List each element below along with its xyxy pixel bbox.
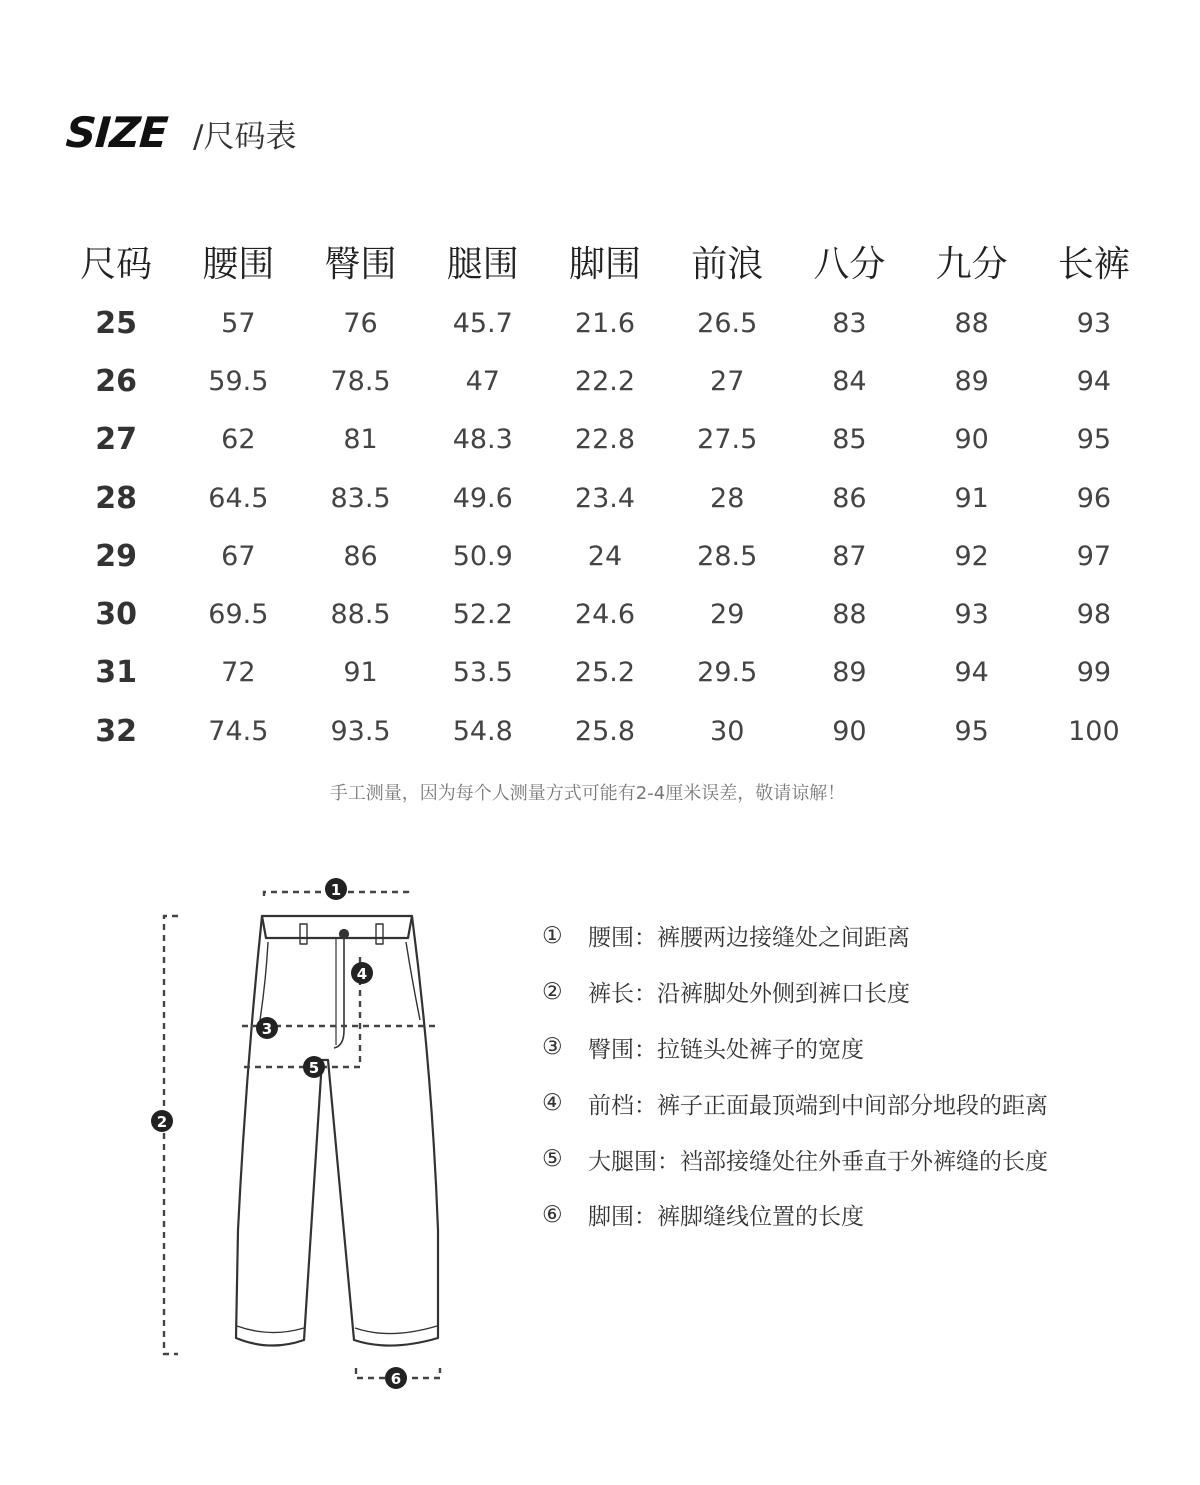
legend-number: ⑥ — [542, 1201, 563, 1228]
column-header-cropped: 八分 — [813, 243, 886, 285]
table-row — [55, 527, 1155, 585]
legend-item-hip — [542, 1020, 1048, 1076]
table-cell: 83 — [832, 307, 867, 339]
table-cell: 88.5 — [330, 599, 391, 631]
table-cell: 90 — [954, 424, 989, 456]
table-cell: 69.5 — [208, 599, 269, 631]
size-table — [55, 228, 1155, 760]
table-row — [55, 411, 1155, 469]
marker-5-icon — [303, 1056, 325, 1078]
size-cell: 29 — [95, 538, 137, 574]
table-cell: 52.2 — [452, 599, 513, 631]
marker-6-icon — [385, 1367, 407, 1389]
table-cell: 45.7 — [452, 307, 513, 339]
table-cell: 26.5 — [697, 307, 758, 339]
size-cell: 30 — [95, 597, 137, 633]
table-cell: 90 — [832, 715, 867, 747]
table-cell: 97 — [1076, 540, 1112, 572]
svg-text:6: 6 — [390, 1370, 402, 1388]
table-cell: 74.5 — [208, 715, 269, 747]
table-cell: 89 — [832, 657, 867, 689]
size-cell: 25 — [95, 305, 137, 341]
table-cell: 64.5 — [208, 482, 269, 514]
table-cell: 87 — [832, 540, 867, 572]
table-cell: 25.8 — [574, 715, 636, 747]
table-cell: 47 — [465, 365, 500, 397]
table-cell: 27 — [710, 365, 745, 397]
table-cell: 78.5 — [330, 365, 391, 397]
legend-label: 腰围： — [588, 925, 657, 952]
table-cell: 86 — [343, 540, 378, 572]
table-cell: 24 — [587, 540, 623, 572]
size-cell: 31 — [95, 655, 137, 691]
table-cell: 96 — [1076, 482, 1112, 514]
table-cell: 94 — [954, 657, 989, 689]
table-cell: 27.5 — [697, 424, 758, 456]
column-header-hip: 臀围 — [324, 243, 397, 285]
measurement-note: 手工测量，因为每个人测量方式可能有2-4厘米误差，敬请谅解！ — [329, 783, 846, 804]
table-cell: 48.3 — [452, 424, 513, 456]
legend-description: 裤脚缝线位置的长度 — [657, 1204, 864, 1231]
legend-number: ② — [542, 978, 563, 1005]
measurement-lines — [164, 892, 440, 1378]
table-cell: 91 — [343, 657, 378, 689]
svg-text:1: 1 — [330, 881, 342, 899]
legend-label: 裤长： — [588, 981, 657, 1008]
legend-label: 臀围： — [588, 1036, 657, 1063]
svg-text:3: 3 — [261, 1020, 273, 1038]
table-cell: 88 — [832, 599, 867, 631]
legend-description: 裤腰两边接缝处之间距离 — [657, 925, 910, 952]
marker-3-icon — [256, 1017, 278, 1039]
size-cell: 27 — [95, 422, 137, 458]
column-header-size: 尺码 — [80, 243, 153, 285]
size-cell: 28 — [95, 480, 137, 516]
table-cell: 100 — [1068, 715, 1120, 747]
table-cell: 54.8 — [452, 715, 513, 747]
table-row — [55, 352, 1155, 410]
table-cell: 22.2 — [574, 365, 636, 397]
table-row — [55, 644, 1155, 702]
column-header-ankle: 九分 — [935, 243, 1008, 285]
table-cell: 25.2 — [574, 657, 636, 689]
table-cell: 98 — [1076, 599, 1112, 631]
table-cell: 95 — [1076, 424, 1112, 456]
table-cell: 22.8 — [574, 424, 636, 456]
table-cell: 23.4 — [574, 482, 636, 514]
table-cell: 86 — [832, 482, 867, 514]
table-cell: 24.6 — [574, 599, 636, 631]
legend-label: 前档： — [588, 1092, 657, 1119]
legend-item-hem — [542, 1187, 1048, 1243]
table-cell: 93.5 — [330, 715, 391, 747]
svg-text:2: 2 — [156, 1113, 168, 1131]
table-cell: 92 — [954, 540, 989, 572]
page-header — [66, 108, 296, 157]
table-cell: 89 — [954, 365, 989, 397]
pants-diagram — [150, 870, 460, 1400]
table-cell: 83.5 — [330, 482, 391, 514]
table-cell: 72 — [221, 657, 256, 689]
table-cell: 49.6 — [452, 482, 513, 514]
legend-item-front-rise — [542, 1075, 1048, 1131]
table-cell: 30 — [710, 715, 745, 747]
legend-item-thigh — [542, 1131, 1048, 1187]
page-title: SIZE — [64, 108, 169, 157]
table-header-row — [55, 228, 1155, 294]
table-cell: 93 — [1076, 307, 1112, 339]
table-row — [55, 702, 1155, 760]
table-row — [55, 469, 1155, 527]
legend-item-waist — [542, 908, 1048, 964]
table-cell: 94 — [1076, 365, 1112, 397]
legend-description: 拉链头处裤子的宽度 — [657, 1036, 864, 1063]
table-cell: 28.5 — [697, 540, 758, 572]
table-cell: 95 — [954, 715, 989, 747]
table-cell: 91 — [954, 482, 989, 514]
size-cell: 26 — [95, 363, 137, 399]
legend-number: ⑤ — [542, 1146, 563, 1173]
table-cell: 50.9 — [452, 540, 513, 572]
measurement-legend — [542, 908, 1048, 1243]
table-row — [55, 294, 1155, 352]
table-cell: 28 — [710, 482, 745, 514]
table-cell: 93 — [954, 599, 989, 631]
table-cell: 85 — [832, 424, 867, 456]
marker-2-icon — [151, 1110, 173, 1132]
table-cell: 84 — [832, 365, 867, 397]
legend-number: ④ — [542, 1090, 563, 1117]
table-cell: 59.5 — [208, 365, 269, 397]
table-cell: 76 — [343, 307, 378, 339]
table-cell: 67 — [221, 540, 256, 572]
legend-item-length — [542, 964, 1048, 1020]
legend-description: 裆部接缝处往外垂直于外裤缝的长度 — [680, 1148, 1048, 1175]
legend-label: 大腿围： — [588, 1148, 680, 1175]
legend-number: ① — [542, 922, 563, 949]
table-cell: 81 — [343, 424, 378, 456]
table-cell: 21.6 — [574, 307, 636, 339]
column-header-hem: 脚围 — [568, 243, 641, 285]
column-header-full-length: 长裤 — [1057, 243, 1130, 285]
legend-number: ③ — [542, 1034, 563, 1061]
pants-outline — [236, 916, 438, 1346]
svg-text:5: 5 — [308, 1059, 320, 1077]
table-cell: 57 — [221, 307, 256, 339]
column-header-front-rise: 前浪 — [691, 243, 764, 285]
table-cell: 88 — [954, 307, 989, 339]
size-cell: 32 — [95, 713, 137, 749]
table-row — [55, 585, 1155, 643]
table-cell: 62 — [221, 424, 256, 456]
table-cell: 29 — [710, 599, 745, 631]
marker-1-icon — [325, 878, 347, 900]
table-cell: 99 — [1076, 657, 1112, 689]
table-cell: 53.5 — [452, 657, 513, 689]
column-header-waist: 腰围 — [202, 243, 275, 285]
table-cell: 29.5 — [697, 657, 758, 689]
marker-4-icon — [351, 962, 373, 984]
svg-text:4: 4 — [356, 965, 368, 983]
legend-description: 沿裤脚处外侧到裤口长度 — [657, 981, 910, 1008]
legend-description: 裤子正面最顶端到中间部分地段的距离 — [657, 1092, 1048, 1119]
column-header-thigh: 腿围 — [446, 243, 519, 285]
legend-label: 脚围： — [588, 1204, 657, 1231]
page-subtitle: /尺码表 — [193, 119, 297, 155]
